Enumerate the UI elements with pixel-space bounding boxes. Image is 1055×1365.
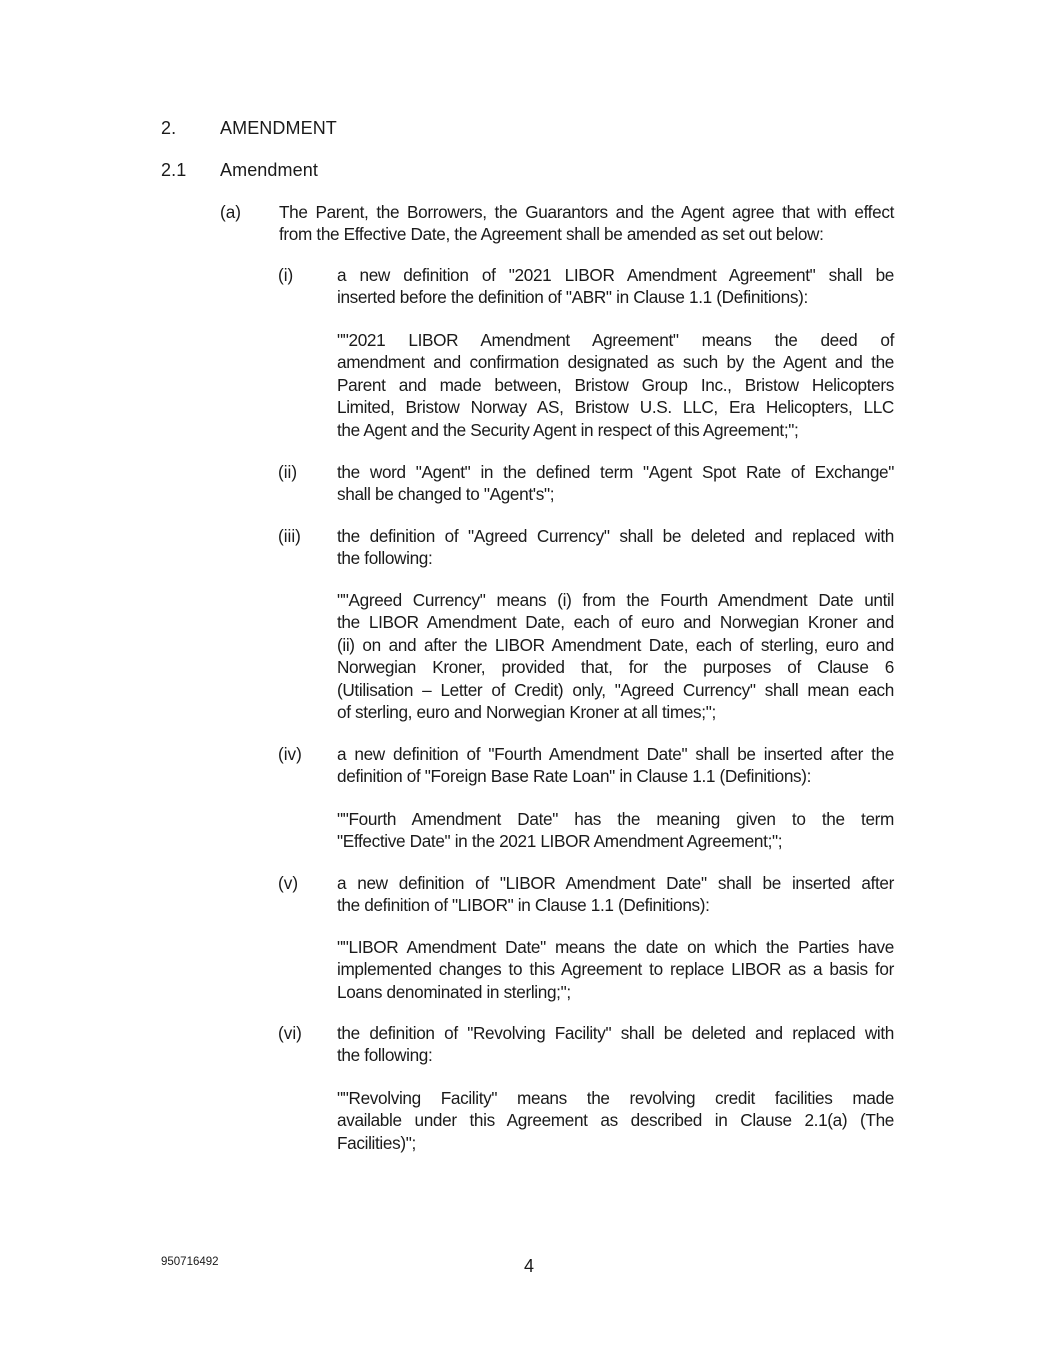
item-vi-quote — [337, 1087, 894, 1154]
quote-line: "Effective Date" in the 2021 LIBOR Amendment Agreement;"; — [337, 831, 783, 852]
item-line: definition of "Foreign Base Rate Loan" in Clause 1.1 (Definitions): — [337, 766, 812, 787]
item-v-label: (v) — [278, 873, 299, 893]
item-v-text — [337, 872, 894, 917]
quote-line: Limited, Bristow Norway AS, Bristow U.S. LLC, Era Helicopters, LLC — [337, 397, 894, 418]
quote-line: amendment and confirmation designated as such by the Agent and the — [337, 352, 894, 373]
item-line: a new definition of "2021 LIBOR Amendment Agreement" shall be — [337, 265, 894, 285]
subsection-number: 2.1 — [161, 160, 187, 180]
quote-line: (ii) on and after the LIBOR Amendment Date, each of sterling, euro and — [337, 634, 894, 655]
quote-line: ""Fourth Amendment Date" has the meaning given to the term — [337, 809, 894, 829]
item-iv-quote — [337, 808, 894, 853]
item-line: the definition of "Revolving Facility" shall be deleted and replaced with — [337, 1023, 894, 1043]
quote-line: Parent and made between, Bristow Group Inc., Bristow Helicopters — [337, 374, 894, 395]
item-line: the following: — [337, 1045, 433, 1066]
item-line: the definition of "LIBOR" in Clause 1.1 (Definitions): — [337, 895, 710, 916]
item-iii-quote — [337, 589, 894, 723]
quote-line: Loans denominated in sterling;"; — [337, 981, 571, 1002]
item-line: a new definition of "LIBOR Amendment Date" shall be inserted after — [337, 873, 894, 893]
item-line: the definition of "Agreed Currency" shall be deleted and replaced with — [337, 526, 894, 546]
quote-line: (Utilisation – Letter of Credit) only, "Agreed Currency" shall mean each — [337, 679, 894, 700]
quote-line: implemented changes to this Agreement to replace LIBOR as a basis for — [337, 959, 894, 980]
paragraph-a-line: The Parent, the Borrowers, the Guarantors and the Agent agree that with effect — [279, 202, 894, 222]
item-i-text — [337, 264, 894, 309]
quote-line: ""2021 LIBOR Amendment Agreement" means the deed of — [337, 330, 894, 350]
quote-line: of sterling, euro and Norwegian Kroner at all times;"; — [337, 702, 716, 723]
section-title: AMENDMENT — [220, 118, 337, 138]
item-ii-text — [337, 461, 894, 506]
item-line: the following: — [337, 548, 433, 569]
item-ii-label: (ii) — [278, 462, 298, 482]
item-i-label: (i) — [278, 265, 294, 285]
item-line: a new definition of "Fourth Amendment Date" shall be inserted after the — [337, 744, 894, 764]
item-line: inserted before the definition of "ABR" in Clause 1.1 (Definitions): — [337, 287, 808, 308]
paragraph-a-label: (a) — [220, 202, 242, 222]
paragraph-a-text — [279, 201, 894, 246]
section-heading — [161, 118, 561, 140]
quote-line: available under this Agreement as described in Clause 2.1(a) (The — [337, 1110, 894, 1131]
item-line: the word "Agent" in the defined term "Agent Spot Rate of Exchange" — [337, 462, 894, 482]
quote-line: the Agent and the Security Agent in respect of this Agreement;"; — [337, 419, 799, 440]
quote-line: Facilities)"; — [337, 1132, 416, 1153]
item-iii-text — [337, 525, 894, 570]
subsection-title: Amendment — [220, 160, 318, 180]
item-iv-label: (iv) — [278, 744, 302, 764]
quote-line: the LIBOR Amendment Date, each of euro and Norwegian Kroner and — [337, 612, 894, 633]
quote-line: Norwegian Kroner, provided that, for the purposes of Clause 6 — [337, 657, 894, 678]
quote-line: ""Agreed Currency" means (i) from the Fourth Amendment Date until — [337, 590, 894, 610]
page-number: 4 — [524, 1256, 535, 1276]
item-vi-label: (vi) — [278, 1023, 302, 1043]
item-iv-text — [337, 743, 894, 788]
section-number: 2. — [161, 118, 177, 138]
paragraph-a-line: from the Effective Date, the Agreement shall be amended as set out below: — [279, 224, 824, 245]
item-iii-label: (iii) — [278, 526, 301, 546]
item-vi-text — [337, 1022, 894, 1067]
quote-line: ""LIBOR Amendment Date" means the date on which the Parties have — [337, 937, 894, 957]
subsection-heading — [161, 160, 561, 182]
document-id: 950716492 — [161, 1256, 219, 1268]
quote-line: ""Revolving Facility" means the revolving credit facilities made — [337, 1088, 894, 1108]
item-line: shall be changed to "Agent's"; — [337, 484, 555, 505]
item-v-quote — [337, 936, 894, 1003]
item-i-quote — [337, 329, 894, 441]
